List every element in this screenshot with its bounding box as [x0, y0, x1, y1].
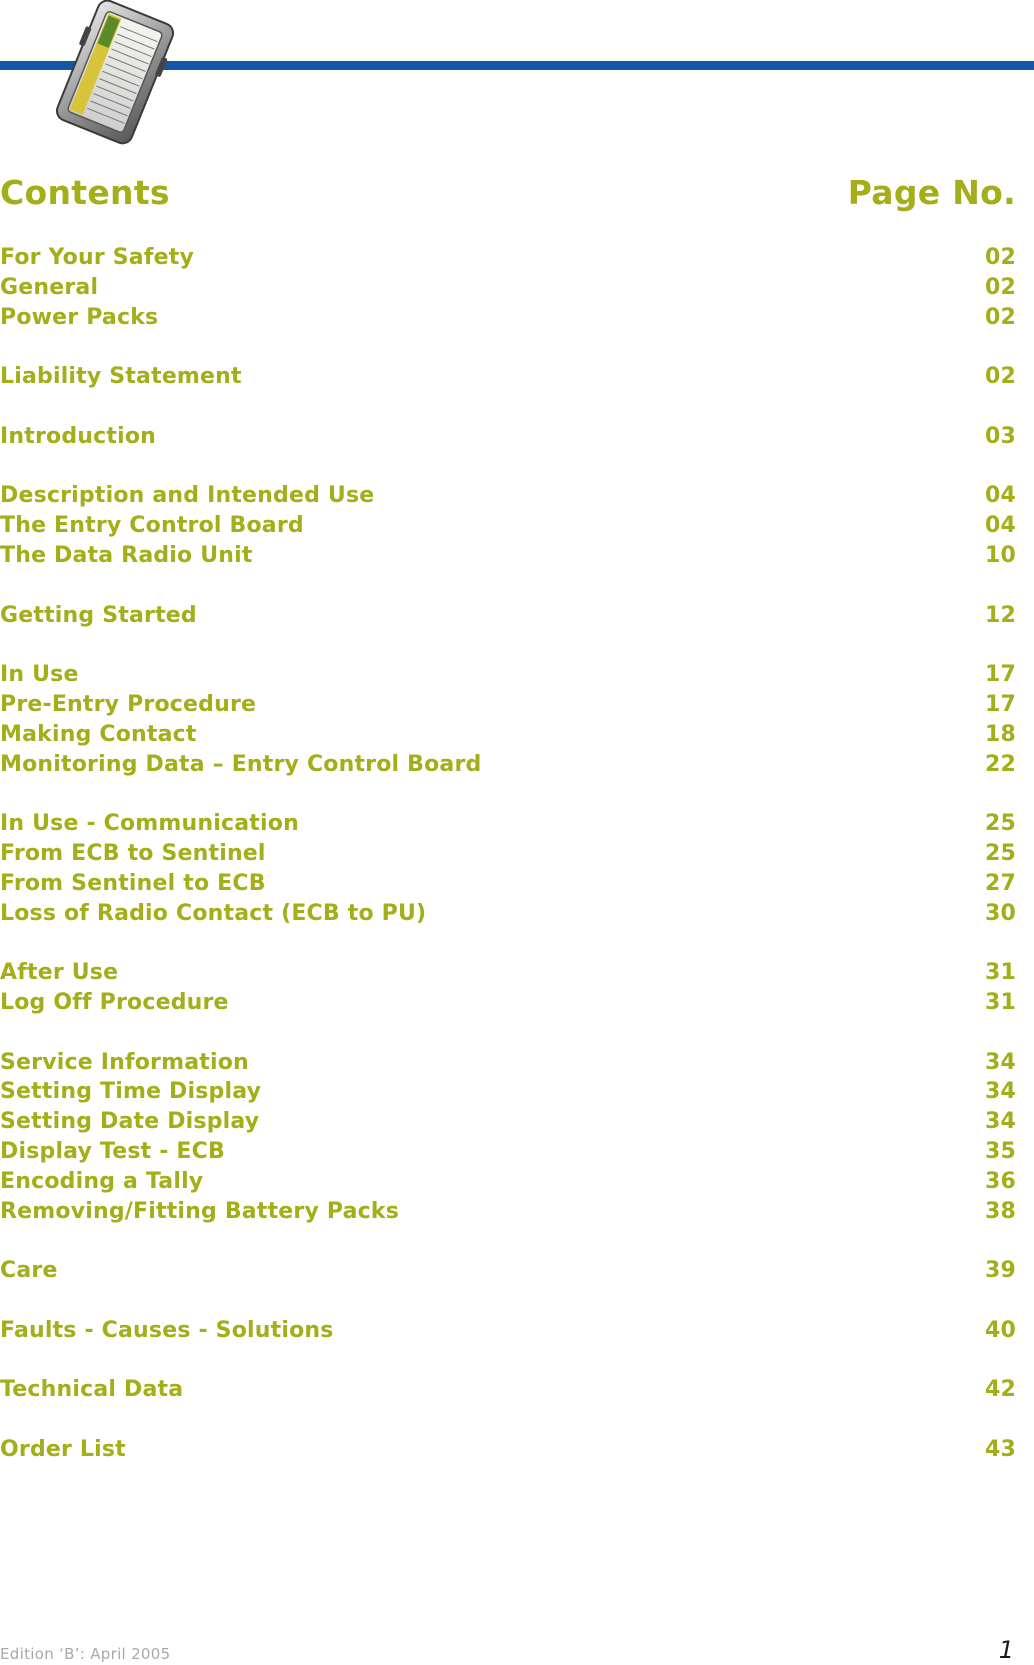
- toc-entry-page: 22: [984, 751, 1016, 777]
- toc-entry-page: 35: [984, 1138, 1016, 1164]
- toc-entry-title: Getting Started: [0, 602, 197, 628]
- toc-entry-page: 03: [984, 423, 1016, 449]
- toc-entry[interactable]: [0, 601, 1016, 631]
- toc-entry[interactable]: [0, 541, 1016, 571]
- toc-entry[interactable]: [0, 273, 1016, 303]
- toc-entry-page: 34: [984, 1109, 1016, 1135]
- toc-entry-page: 02: [984, 364, 1016, 390]
- toc-entry-page: 39: [984, 1258, 1016, 1284]
- toc-group-spacer: [0, 1226, 1016, 1256]
- toc-entry-title: After Use: [0, 960, 119, 986]
- toc-entry-title: Power Packs: [0, 304, 159, 330]
- toc-entry-title: Service Information: [0, 1049, 249, 1075]
- toc-entry-title: In Use: [0, 662, 79, 688]
- toc-entry-title: Pre-Entry Procedure: [0, 691, 257, 717]
- toc-entry-page: 02: [984, 245, 1016, 270]
- toc-entry-title: For Your Safety: [0, 245, 194, 270]
- toc-entry-title: The Data Radio Unit: [0, 542, 253, 568]
- toc-group-spacer: [0, 392, 1016, 422]
- toc-entry[interactable]: [0, 1137, 1016, 1167]
- toc-entry-page: 31: [984, 989, 1016, 1015]
- toc-entry-page: 04: [984, 513, 1016, 539]
- toc-entry-page: 42: [984, 1377, 1016, 1403]
- toc-entry[interactable]: [0, 422, 1016, 452]
- toc-entry[interactable]: [0, 869, 1016, 899]
- toc-entry[interactable]: [0, 1167, 1016, 1197]
- toc-entry-title: The Entry Control Board: [0, 513, 304, 539]
- toc-entry-page: 36: [984, 1168, 1016, 1194]
- toc-entry[interactable]: [0, 243, 1016, 273]
- toc-entry-page: 43: [984, 1436, 1016, 1462]
- toc-entry[interactable]: [0, 690, 1016, 720]
- toc-entry[interactable]: [0, 988, 1016, 1018]
- toc-entry-title: Log Off Procedure: [0, 989, 229, 1015]
- toc-entry[interactable]: [0, 1375, 1016, 1405]
- toc-entry-title: Liability Statement: [0, 364, 242, 390]
- toc-group-spacer: [0, 1018, 1016, 1048]
- toc-entry-page: 04: [984, 483, 1016, 509]
- toc-entry-page: 38: [984, 1198, 1016, 1224]
- toc-group-spacer: [0, 928, 1016, 958]
- toc-entry[interactable]: [0, 809, 1016, 839]
- toc-entry-title: From Sentinel to ECB: [0, 870, 266, 896]
- toc-entry-page: 25: [984, 811, 1016, 837]
- toc-entry-title: Order List: [0, 1436, 126, 1462]
- toc-entry[interactable]: [0, 1048, 1016, 1078]
- toc-entry[interactable]: [0, 362, 1016, 392]
- toc-entry-page: 10: [984, 542, 1016, 568]
- toc-entry-title: Introduction: [0, 423, 157, 449]
- toc-entry[interactable]: [0, 303, 1016, 333]
- toc-entry[interactable]: [0, 1077, 1016, 1107]
- toc-entry-title: Display Test - ECB: [0, 1138, 225, 1164]
- toc-entry[interactable]: [0, 1107, 1016, 1137]
- toc-entry[interactable]: [0, 481, 1016, 511]
- toc-entry-title: Faults - Causes - Solutions: [0, 1317, 334, 1343]
- toc-entry-page: 40: [984, 1317, 1016, 1343]
- entry-control-board-device-icon: [45, 0, 185, 145]
- toc-entry-title: In Use - Communication: [0, 811, 299, 837]
- toc-entry-page: 25: [984, 840, 1016, 866]
- toc-group-spacer: [0, 1405, 1016, 1435]
- toc-entry-title: Setting Time Display: [0, 1079, 262, 1105]
- toc-entry[interactable]: [0, 750, 1016, 780]
- toc-entry[interactable]: [0, 1316, 1016, 1346]
- toc-entry[interactable]: [0, 720, 1016, 750]
- toc-entry-title: Setting Date Display: [0, 1109, 260, 1135]
- toc-entry-page: 34: [984, 1079, 1016, 1105]
- toc-group-spacer: [0, 1345, 1016, 1375]
- toc-entry-title: Technical Data: [0, 1377, 184, 1403]
- toc-entry-page: 02: [984, 304, 1016, 330]
- toc-entry-page: 18: [984, 721, 1016, 747]
- toc-entry[interactable]: [0, 1256, 1016, 1286]
- toc-entry-page: 17: [984, 662, 1016, 688]
- toc-entry-title: General: [0, 274, 99, 300]
- toc-entry-title: Removing/Fitting Battery Packs: [0, 1198, 400, 1224]
- toc-entry[interactable]: [0, 1435, 1016, 1465]
- toc-entry-page: 27: [984, 870, 1016, 896]
- toc-entry-title: Loss of Radio Contact (ECB to PU): [0, 900, 427, 926]
- toc-entry[interactable]: [0, 958, 1016, 988]
- toc-entry-page: 17: [984, 691, 1016, 717]
- toc-entry[interactable]: [0, 899, 1016, 929]
- toc-entry[interactable]: [0, 511, 1016, 541]
- toc-entry[interactable]: [0, 1197, 1016, 1227]
- toc-entry-title: From ECB to Sentinel: [0, 840, 266, 866]
- toc-header: [0, 168, 1016, 218]
- toc-group-spacer: [0, 332, 1016, 362]
- toc-entry-title: Encoding a Tally: [0, 1168, 204, 1194]
- toc-entry-title: Care: [0, 1258, 58, 1284]
- edition-label: Edition ‘B’: April 2005: [0, 1645, 171, 1663]
- page-no-heading: Page No.: [847, 173, 1016, 212]
- toc-entry-title: Description and Intended Use: [0, 483, 375, 509]
- table-of-contents: [0, 243, 1016, 1465]
- toc-entry-page: 31: [984, 960, 1016, 986]
- toc-group-spacer: [0, 779, 1016, 809]
- toc-group-spacer: [0, 630, 1016, 660]
- contents-heading: Contents: [0, 173, 170, 212]
- toc-entry[interactable]: [0, 839, 1016, 869]
- toc-entry-page: 12: [984, 602, 1016, 628]
- toc-entry-title: Making Contact: [0, 721, 197, 747]
- toc-entry-page: 02: [984, 274, 1016, 300]
- toc-entry[interactable]: [0, 660, 1016, 690]
- toc-entry-title: Monitoring Data – Entry Control Board: [0, 751, 482, 777]
- toc-group-spacer: [0, 1286, 1016, 1316]
- page-number: 1: [998, 1636, 1014, 1664]
- toc-entry-page: 34: [984, 1049, 1016, 1075]
- toc-group-spacer: [0, 571, 1016, 601]
- toc-group-spacer: [0, 452, 1016, 482]
- toc-entry-page: 30: [984, 900, 1016, 926]
